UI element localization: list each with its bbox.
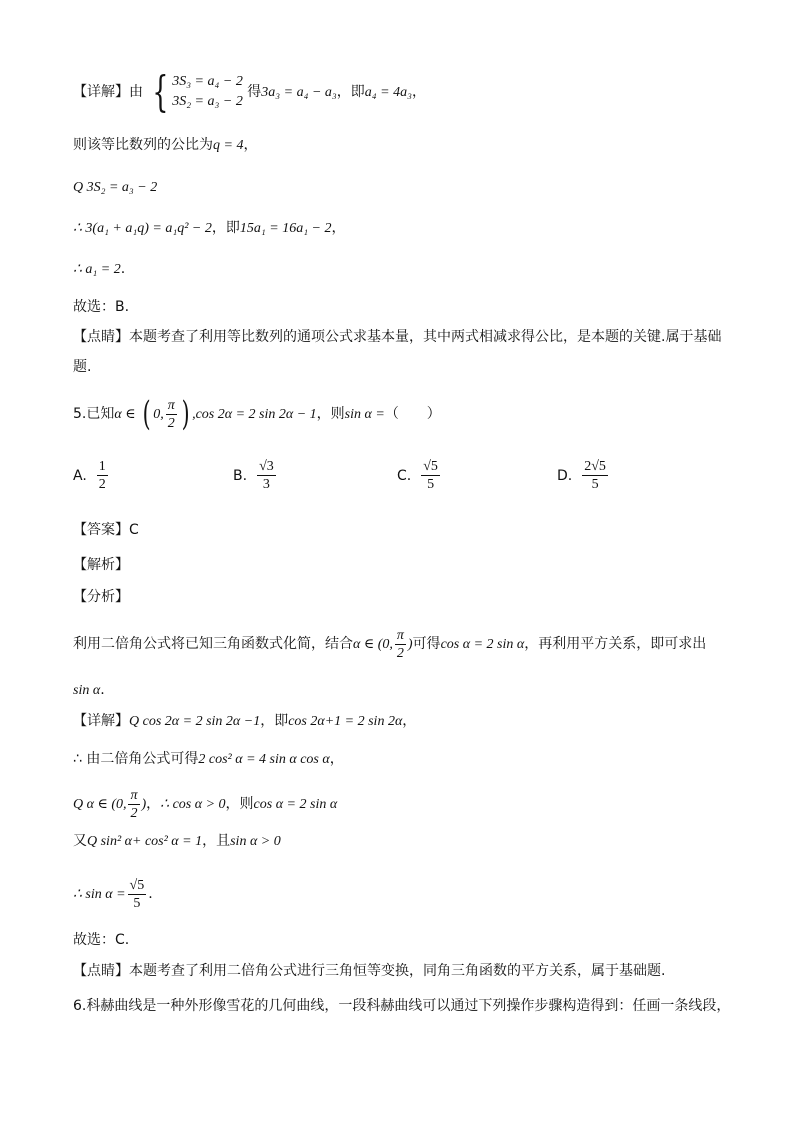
- option-d[interactable]: [557, 458, 610, 493]
- ratio-tail: ，: [243, 137, 258, 153]
- d2-formula-a: Q cos 2α = 2 sin 2α −1: [129, 714, 261, 729]
- option-a-label: A.: [73, 467, 87, 484]
- fenxi-text: [73, 624, 706, 665]
- option-b-den: 3: [262, 477, 270, 492]
- fenxi-close: ): [407, 637, 413, 652]
- ratio-text: 则该等比数列的公比为: [73, 137, 213, 153]
- therefore-line-2: [73, 259, 125, 280]
- detail-tag-2: 【详解】: [73, 713, 129, 729]
- option-a-num: 1: [98, 459, 106, 474]
- d2-formula-c: cos 2α+1 = 2 sin 2α: [288, 714, 403, 729]
- d3-text: ∴ 由二倍角公式可得: [73, 751, 199, 767]
- system-row-1: 3S₃ = a₄ − 2: [172, 74, 243, 89]
- d4-pi-frac: [128, 787, 139, 822]
- therefore-formula-1: ∴ 3(a₁ + a₁q) = a₁q² − 2: [73, 221, 212, 236]
- option-c-label: C.: [397, 467, 412, 484]
- comment-1-cont: 题.: [73, 359, 92, 375]
- detail-tag: 【详解】: [73, 84, 129, 100]
- answer-line: 【答案】C: [73, 522, 139, 538]
- equation-system: { 3S₃ = a₄ − 2 3S₂ = a₃ − 2: [152, 67, 243, 116]
- q5-pi-frac: [166, 397, 177, 432]
- q5-ask: sin α =: [344, 407, 385, 422]
- detail-line-3: [73, 749, 344, 770]
- d2-ji: ，即: [260, 713, 289, 729]
- option-b-label: B.: [233, 467, 248, 484]
- d4-cos-eq: cos α = 2 sin α: [253, 797, 338, 812]
- fenxi-text-b: 可得: [412, 636, 441, 652]
- detail-line-1: [73, 67, 426, 116]
- d4-ze: ，则: [225, 796, 254, 812]
- d5-you: 又: [73, 833, 87, 849]
- option-d-frac: [582, 458, 608, 493]
- option-d-label: D.: [557, 467, 573, 484]
- ratio-line: [73, 135, 257, 156]
- q5-two: 2: [167, 415, 175, 431]
- option-c-den: 5: [427, 477, 435, 492]
- period: .: [120, 261, 126, 277]
- option-b-frac: [257, 458, 276, 493]
- d6-frac: [128, 877, 147, 912]
- d4-close: ): [141, 797, 147, 812]
- q5-head: 5.已知: [73, 406, 115, 422]
- formula-3a3: 3a₃ = a₄ − a₃: [261, 85, 337, 100]
- option-b-num: √3: [259, 459, 274, 474]
- d6-den: 5: [133, 895, 141, 911]
- q5-condition: ,cos 2α = 2 sin 2α − 1: [192, 407, 317, 422]
- option-c-num: √5: [423, 459, 438, 474]
- d3-comma: ，: [329, 751, 344, 767]
- q5-pi: π: [167, 397, 175, 413]
- text-you: 由: [129, 84, 143, 100]
- because-line: Q 3S₂ = a₃ − 2: [73, 180, 158, 195]
- detail-line-6: [73, 874, 153, 915]
- fenxi-sin-line: [73, 680, 105, 701]
- therefore-formula-3: ∴ a₁ = 2: [73, 262, 121, 277]
- fenxi-tag: 【分析】: [73, 589, 129, 605]
- detail-line-5: [73, 831, 281, 852]
- fenxi-alpha: α ∈ (0,: [353, 637, 393, 652]
- text-ji: ，即: [336, 84, 365, 100]
- q5-alpha: α ∈: [114, 407, 136, 422]
- d6-dot: .: [148, 886, 153, 902]
- d4-pi: π: [130, 787, 138, 803]
- d3-formula: 2 cos² α = 4 sin α cos α: [198, 752, 330, 767]
- fenxi-dot: .: [100, 682, 105, 698]
- comment-1: 【点睛】本题考查了利用等比数列的通项公式求基本量，其中两式相减求得公比，是本题的关键.属于基础: [73, 329, 722, 345]
- q5-tail: ，则: [316, 406, 345, 422]
- fenxi-pi: π: [396, 627, 404, 643]
- question-6: 6.科赫曲线是一种外形像雪花的几何曲线，一段科赫曲线可以通过下列操作步骤构造得到：任画一条线段，: [73, 998, 731, 1014]
- therefore-line-1: [73, 218, 346, 239]
- option-b[interactable]: [233, 458, 278, 493]
- fenxi-text-a: 利用二倍角公式将已知三角函数式化简，结合: [73, 636, 353, 652]
- d4-comma: ，: [146, 796, 161, 812]
- text-comma: ，: [411, 84, 426, 100]
- detail-line-2: [73, 711, 416, 732]
- fenxi-text-c: ，再利用平方关系，即可求出: [524, 636, 707, 652]
- text-de: 得: [247, 84, 262, 100]
- option-a-den: 2: [98, 477, 106, 492]
- fenxi-two: 2: [396, 645, 404, 661]
- d5-sin-pos: sin α > 0: [230, 834, 281, 849]
- option-c-frac: [421, 458, 440, 493]
- d4-two: 2: [130, 805, 138, 821]
- question-5: 5.已知α ∈ ( 0, $\frac{\pi}{2}$ ) ,cos 2α = 2 sin 2α − 1，则sin α =（ ）: [73, 394, 441, 434]
- d6-sin: ∴ sin α =: [73, 887, 126, 902]
- q5-zero: 0,: [153, 407, 164, 422]
- choose-b: 故选：B.: [73, 299, 130, 315]
- formula-a4: a₄ = 4a₃: [364, 85, 412, 100]
- d5-identity: Q sin² α+ cos² α = 1: [87, 834, 203, 849]
- d4-alpha: Q α ∈ (0,: [73, 797, 127, 812]
- option-a[interactable]: [73, 458, 110, 493]
- d5-qie: ，且: [202, 833, 231, 849]
- option-c[interactable]: [397, 458, 442, 493]
- d6-num: √5: [129, 877, 145, 893]
- option-d-den: 5: [591, 477, 599, 492]
- fenxi-pi-frac: [395, 627, 406, 662]
- fenxi-sin: sin α: [73, 683, 101, 698]
- option-a-frac: [97, 458, 108, 493]
- text-ji-2: ，即: [211, 220, 240, 236]
- therefore-formula-2: 15a₁ = 16a₁ − 2: [239, 221, 332, 236]
- fenxi-eq: cos α = 2 sin α: [440, 637, 525, 652]
- system-row-2: 3S₂ = a₃ − 2: [172, 94, 243, 109]
- text-comma-2: ，: [331, 220, 346, 236]
- q5-blank: （ ）: [384, 406, 441, 422]
- choose-c: 故选：C.: [73, 932, 130, 948]
- d4-cos-pos: ∴ cos α > 0: [160, 797, 226, 812]
- analysis-tag: 【解析】: [73, 557, 129, 573]
- comment-2: 【点睛】本题考查了利用二倍角公式进行三角恒等变换，同角三角函数的平方关系，属于基础题.: [73, 963, 666, 979]
- ratio-formula: q = 4: [213, 138, 244, 153]
- detail-line-4: [73, 784, 337, 825]
- d2-comma: ，: [402, 713, 417, 729]
- option-d-num: 2√5: [584, 459, 606, 474]
